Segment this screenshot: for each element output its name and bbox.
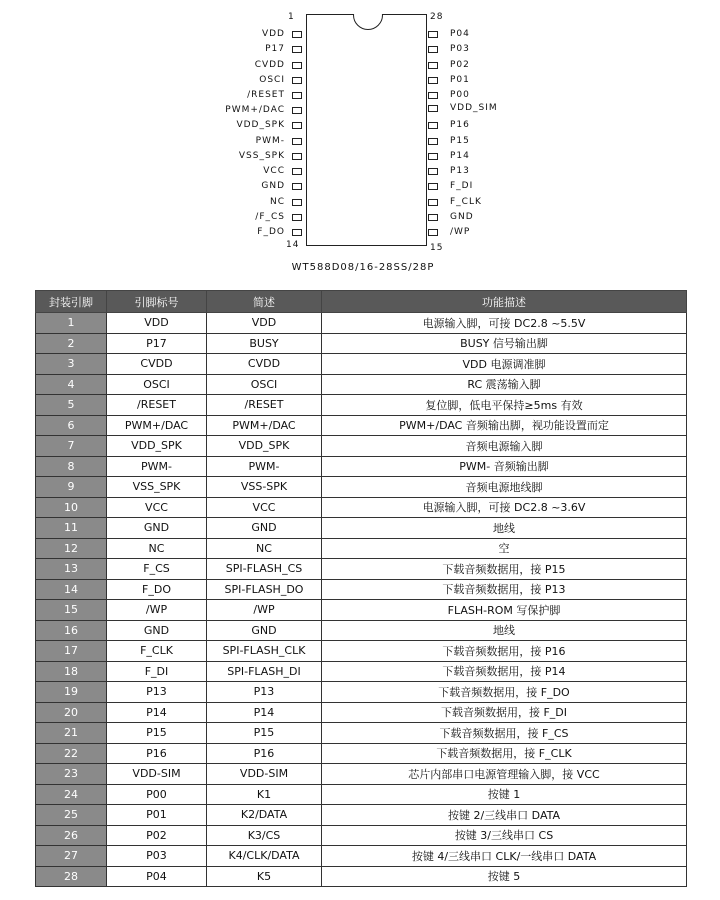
table-row (36, 456, 687, 477)
chip-pin-right (428, 122, 438, 129)
cell-summary: SPI-FLASH_DI (207, 661, 322, 682)
cell-pin-label: F_DI (107, 661, 207, 682)
cell-pin-label: /RESET (107, 395, 207, 416)
cell-pin-label: P13 (107, 682, 207, 703)
chip-pin-label-right: P15 (450, 136, 470, 146)
cell-package-pin: 15 (36, 600, 107, 621)
chip-pin-left (292, 122, 302, 129)
chip-pin-label-right: P03 (450, 44, 470, 54)
chip-pin-label-right: P00 (450, 90, 470, 100)
cell-pin-label: P16 (107, 743, 207, 764)
cell-pin-label: P02 (107, 825, 207, 846)
cell-package-pin: 26 (36, 825, 107, 846)
cell-pin-label: VCC (107, 497, 207, 518)
cell-summary: K2/DATA (207, 805, 322, 826)
cell-function-description: RC 震荡输入脚 (322, 374, 687, 395)
chip-pin-right (428, 199, 438, 206)
cell-pin-label: P03 (107, 846, 207, 867)
cell-summary: P16 (207, 743, 322, 764)
table-row (36, 825, 687, 846)
cell-package-pin: 23 (36, 764, 107, 785)
cell-summary: GND (207, 620, 322, 641)
pin-number-last: 28 (430, 12, 444, 22)
chip-pin-right (428, 183, 438, 190)
cell-summary: GND (207, 518, 322, 539)
cell-summary: VDD_SPK (207, 436, 322, 457)
chip-pin-label-right: F_DI (450, 181, 474, 191)
cell-package-pin: 11 (36, 518, 107, 539)
chip-pin-label-right: P02 (450, 60, 470, 70)
cell-function-description: PWM- 音频输出脚 (322, 456, 687, 477)
cell-package-pin: 5 (36, 395, 107, 416)
cell-pin-label: OSCI (107, 374, 207, 395)
chip-pin-label-right: F_CLK (450, 197, 482, 207)
cell-summary: OSCI (207, 374, 322, 395)
chip-pin-label-left: /RESET (247, 90, 285, 100)
cell-summary: CVDD (207, 354, 322, 375)
table-row (36, 538, 687, 559)
cell-function-description: 下载音频数据用，接 P16 (322, 641, 687, 662)
cell-pin-label: VSS_SPK (107, 477, 207, 498)
header-package-pin: 封装引脚 (36, 291, 107, 313)
cell-function-description: 下载音频数据用，接 F_DI (322, 702, 687, 723)
chip-pin-right (428, 153, 438, 160)
cell-package-pin: 6 (36, 415, 107, 436)
chip-pin-label-right: P13 (450, 166, 470, 176)
chip-pin-label-right: GND (450, 212, 474, 222)
cell-function-description: 地线 (322, 518, 687, 539)
cell-pin-label: VDD_SPK (107, 436, 207, 457)
chip-pin-left (292, 62, 302, 69)
cell-package-pin: 21 (36, 723, 107, 744)
chip-pin-label-right: P16 (450, 120, 470, 130)
chip-pin-right (428, 168, 438, 175)
chip-pin-label-right: /WP (450, 227, 471, 237)
chip-pin-left (292, 107, 302, 114)
table-row (36, 333, 687, 354)
table-row (36, 395, 687, 416)
cell-summary: NC (207, 538, 322, 559)
cell-package-pin: 16 (36, 620, 107, 641)
chip-pin-label-right: P01 (450, 75, 470, 85)
chip-pin-right (428, 31, 438, 38)
pin-number-first: 1 (288, 12, 295, 22)
cell-function-description: 下载音频数据用，接 F_CLK (322, 743, 687, 764)
table-row (36, 620, 687, 641)
cell-function-description: 按键 3/三线串口 CS (322, 825, 687, 846)
cell-pin-label: P00 (107, 784, 207, 805)
cell-summary: /WP (207, 600, 322, 621)
cell-package-pin: 28 (36, 866, 107, 887)
cell-function-description: 按键 4/三线串口 CLK/一线串口 DATA (322, 846, 687, 867)
chip-pin-right (428, 62, 438, 69)
cell-pin-label: F_DO (107, 579, 207, 600)
cell-pin-label: P14 (107, 702, 207, 723)
table-row (36, 846, 687, 867)
cell-function-description: 下载音频数据用，接 F_DO (322, 682, 687, 703)
chip-pin-label-left: F_DO (257, 227, 285, 237)
chip-pin-left (292, 138, 302, 145)
chip-pin-label-left: VDD_SPK (236, 120, 285, 130)
cell-function-description: 电源输入脚，可接 DC2.8 ~3.6V (322, 497, 687, 518)
chip-pin-right (428, 214, 438, 221)
chip-pin-right (428, 138, 438, 145)
cell-function-description: 复位脚，低电平保持≥5ms 有效 (322, 395, 687, 416)
cell-summary: P13 (207, 682, 322, 703)
chip-pin-label-left: VCC (263, 166, 285, 176)
cell-function-description: PWM+/DAC 音频输出脚，视功能设置而定 (322, 415, 687, 436)
cell-function-description: 电源输入脚，可接 DC2.8 ~5.5V (322, 313, 687, 334)
cell-function-description: 按键 5 (322, 866, 687, 887)
cell-summary: PWM+/DAC (207, 415, 322, 436)
cell-pin-label: GND (107, 620, 207, 641)
cell-package-pin: 14 (36, 579, 107, 600)
cell-pin-label: VDD (107, 313, 207, 334)
cell-summary: K1 (207, 784, 322, 805)
chip-pin-label-left: CVDD (254, 60, 285, 70)
chip-pin-left (292, 214, 302, 221)
table-row (36, 497, 687, 518)
cell-pin-label: F_CS (107, 559, 207, 580)
cell-function-description: 按键 1 (322, 784, 687, 805)
chip-pin-left (292, 77, 302, 84)
cell-pin-label: PWM- (107, 456, 207, 477)
chip-pin-right (428, 229, 438, 236)
table-row (36, 743, 687, 764)
cell-package-pin: 25 (36, 805, 107, 826)
header-summary: 简述 (207, 291, 322, 313)
cell-function-description: 下载音频数据用，接 F_CS (322, 723, 687, 744)
cell-summary: K4/CLK/DATA (207, 846, 322, 867)
chip-pin-label-left: VSS_SPK (238, 151, 285, 161)
table-row (36, 702, 687, 723)
chip-pin-left (292, 183, 302, 190)
cell-summary: P15 (207, 723, 322, 744)
chip-pin-label-left: GND (261, 181, 285, 191)
cell-summary: VCC (207, 497, 322, 518)
chip-pin-left (292, 168, 302, 175)
cell-summary: /RESET (207, 395, 322, 416)
header-pin-label: 引脚标号 (107, 291, 207, 313)
pin-function-table (35, 290, 687, 887)
cell-pin-label: P17 (107, 333, 207, 354)
chip-pin-left (292, 199, 302, 206)
cell-summary: K5 (207, 866, 322, 887)
table-row (36, 415, 687, 436)
cell-package-pin: 10 (36, 497, 107, 518)
cell-function-description: BUSY 信号输出脚 (322, 333, 687, 354)
cell-function-description: 下载音频数据用，接 P13 (322, 579, 687, 600)
chip-pin-left (292, 153, 302, 160)
cell-summary: SPI-FLASH_DO (207, 579, 322, 600)
cell-package-pin: 13 (36, 559, 107, 580)
cell-function-description: 音频电源地线脚 (322, 477, 687, 498)
table-row (36, 682, 687, 703)
cell-summary: SPI-FLASH_CS (207, 559, 322, 580)
cell-summary: VDD (207, 313, 322, 334)
table-row (36, 313, 687, 334)
chip-pin-right (428, 77, 438, 84)
chip-pin-label-right: P14 (450, 151, 470, 161)
table-row (36, 559, 687, 580)
table-header-row (36, 291, 687, 313)
table-row (36, 723, 687, 744)
cell-pin-label: P15 (107, 723, 207, 744)
cell-pin-label: PWM+/DAC (107, 415, 207, 436)
header-function-description: 功能描述 (322, 291, 687, 313)
cell-pin-label: /WP (107, 600, 207, 621)
cell-summary: P14 (207, 702, 322, 723)
table-row (36, 641, 687, 662)
chip-pin-left (292, 31, 302, 38)
pin-number-bottom-left: 14 (286, 240, 300, 250)
table-row (36, 784, 687, 805)
cell-summary: K3/CS (207, 825, 322, 846)
chip-body (306, 14, 427, 246)
chip-pin-label-left: /F_CS (255, 212, 285, 222)
table-row (36, 579, 687, 600)
cell-pin-label: CVDD (107, 354, 207, 375)
cell-function-description: 空 (322, 538, 687, 559)
cell-summary: VSS-SPK (207, 477, 322, 498)
cell-package-pin: 8 (36, 456, 107, 477)
chip-pinout-diagram (0, 0, 720, 285)
cell-function-description: 地线 (322, 620, 687, 641)
table-row (36, 374, 687, 395)
table-row (36, 518, 687, 539)
table-row (36, 354, 687, 375)
chip-pin-right (428, 92, 438, 99)
chip-pin-label-left: PWM+/DAC (225, 105, 285, 115)
cell-function-description: VDD 电源调准脚 (322, 354, 687, 375)
cell-summary: BUSY (207, 333, 322, 354)
cell-package-pin: 3 (36, 354, 107, 375)
cell-pin-label: NC (107, 538, 207, 559)
chip-pin-left (292, 229, 302, 236)
chip-pin-label-left: PWM- (255, 136, 285, 146)
chip-pin-left (292, 46, 302, 53)
cell-package-pin: 7 (36, 436, 107, 457)
chip-pin-label-left: OSCI (259, 75, 285, 85)
table-row (36, 805, 687, 826)
chip-caption: WT588D08/16-28SS/28P (291, 262, 435, 273)
cell-package-pin: 20 (36, 702, 107, 723)
cell-summary: PWM- (207, 456, 322, 477)
chip-pin-label-left: P17 (265, 44, 285, 54)
cell-pin-label: P04 (107, 866, 207, 887)
cell-function-description: FLASH-ROM 写保护脚 (322, 600, 687, 621)
cell-package-pin: 24 (36, 784, 107, 805)
cell-summary: VDD-SIM (207, 764, 322, 785)
chip-pin-label-right: VDD_SIM (450, 103, 498, 113)
cell-pin-label: F_CLK (107, 641, 207, 662)
cell-package-pin: 19 (36, 682, 107, 703)
table-row (36, 764, 687, 785)
cell-package-pin: 17 (36, 641, 107, 662)
cell-function-description: 音频电源输入脚 (322, 436, 687, 457)
cell-pin-label: P01 (107, 805, 207, 826)
cell-package-pin: 1 (36, 313, 107, 334)
table-row (36, 477, 687, 498)
cell-pin-label: VDD-SIM (107, 764, 207, 785)
cell-function-description: 芯片内部串口电源管理输入脚，接 VCC (322, 764, 687, 785)
cell-package-pin: 22 (36, 743, 107, 764)
cell-function-description: 按键 2/三线串口 DATA (322, 805, 687, 826)
chip-pin-label-left: NC (269, 197, 285, 207)
table-row (36, 600, 687, 621)
chip-pin-right (428, 46, 438, 53)
cell-package-pin: 9 (36, 477, 107, 498)
chip-pin-right (428, 105, 438, 112)
pin-number-bottom-right: 15 (430, 243, 444, 253)
chip-pin-label-left: VDD (261, 29, 285, 39)
chip-pin-label-right: P04 (450, 29, 470, 39)
cell-package-pin: 18 (36, 661, 107, 682)
cell-package-pin: 27 (36, 846, 107, 867)
cell-function-description: 下载音频数据用，接 P14 (322, 661, 687, 682)
table-row (36, 866, 687, 887)
cell-function-description: 下载音频数据用，接 P15 (322, 559, 687, 580)
table-row (36, 436, 687, 457)
chip-pin-left (292, 92, 302, 99)
cell-summary: SPI-FLASH_CLK (207, 641, 322, 662)
cell-pin-label: GND (107, 518, 207, 539)
cell-package-pin: 4 (36, 374, 107, 395)
cell-package-pin: 12 (36, 538, 107, 559)
table-row (36, 661, 687, 682)
cell-package-pin: 2 (36, 333, 107, 354)
